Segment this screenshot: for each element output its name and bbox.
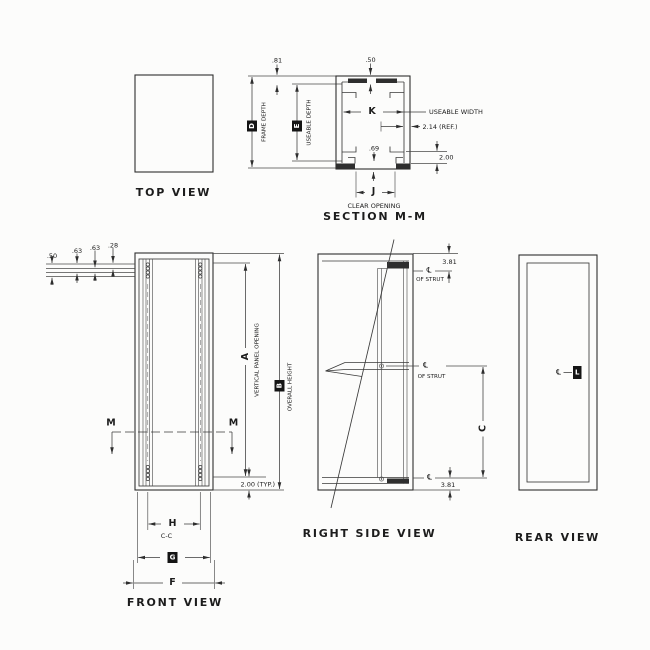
depth-dimensions (247, 57, 342, 169)
dim-point-81: .81 (271, 56, 283, 65)
dim-letter-k: K (368, 106, 376, 117)
centerline-symbol-bottom: ℄ (427, 472, 432, 482)
dim-2-00: 2.00 (439, 153, 454, 162)
section-top-tab-left (348, 79, 367, 84)
dim-letter-f: F (169, 577, 176, 588)
dim-3-81-bottom: 3.81 (440, 481, 456, 489)
right-side-view (303, 240, 489, 541)
dim-letter-l: L (574, 368, 580, 377)
dim-point-28: .28 (107, 241, 119, 250)
rear-view-title: REAR VIEW (514, 531, 601, 544)
dim-point-69: .69 (368, 144, 380, 153)
section-mm-title: SECTION M-M (323, 210, 427, 223)
strut-section-bottom (387, 479, 409, 484)
dim-3-81-top: 3.81 (442, 258, 457, 266)
centerline-symbol-top: ℄ (426, 265, 432, 275)
section-upper-flanges (342, 93, 404, 99)
dim-point-50-front: .50 (46, 252, 58, 260)
mid-strut (326, 363, 410, 377)
dim-point-63-a: .63 (71, 247, 83, 255)
front-view-title: FRONT VIEW (126, 596, 224, 609)
overall-height-label: OVERALL HEIGHT (287, 362, 294, 412)
section-outline (336, 76, 410, 169)
dim-point-50-section: .50 (365, 56, 376, 64)
useable-width-label: USEABLE WIDTH (429, 108, 483, 116)
vertical-panel-opening-label: VERTICAL PANEL OPENING (254, 323, 261, 397)
frame-depth-label: FRAME DEPTH (261, 102, 268, 142)
center-to-center-label: C-C (160, 532, 173, 540)
top-view (135, 75, 213, 199)
centerline-symbol-mid: ℄ (423, 360, 428, 370)
dim-letter-e: E (293, 123, 301, 129)
dim-letter-a: A (240, 352, 251, 361)
diagonal-line (331, 240, 394, 509)
dim-letter-d: D (248, 123, 256, 129)
dim-letter-c: C (477, 425, 489, 432)
of-strut-label-top: OF STRUT (416, 277, 444, 283)
clear-opening-label: CLEAR OPENING (347, 202, 401, 210)
front-view-outline (135, 253, 213, 490)
dim-letter-b: B (275, 383, 284, 389)
dim-2-00-typ: 2.00 (TYP.) (240, 480, 276, 489)
dim-letter-j: J (371, 186, 376, 197)
front-rail-holes (146, 263, 202, 481)
dim-point-63-b: .63 (89, 244, 101, 252)
front-view (46, 242, 294, 610)
section-cut-letter-right: M (228, 417, 239, 429)
dim-letter-h: H (168, 518, 177, 529)
section-bottom-tab-right (396, 164, 410, 169)
section-mm-view (323, 56, 483, 223)
section-top-tab-right (376, 79, 397, 84)
top-view-outline (135, 75, 213, 172)
centerline-symbol-rear: ℄ (556, 367, 561, 377)
top-view-title: TOP VIEW (135, 186, 212, 199)
section-cut-letter-left: M (106, 417, 116, 429)
dim-letter-g: G (169, 553, 176, 562)
strut-section-top (387, 262, 409, 269)
of-strut-label-mid: OF STRUT (417, 374, 446, 380)
front-rails (143, 259, 205, 486)
right-side-view-title: RIGHT SIDE VIEW (302, 527, 437, 540)
rear-view (515, 255, 600, 544)
ref-2-14: 2.14 (REF.) (422, 123, 458, 131)
useable-depth-label: USEABLE DEPTH (306, 99, 313, 146)
section-bottom-tab-left (337, 164, 356, 169)
